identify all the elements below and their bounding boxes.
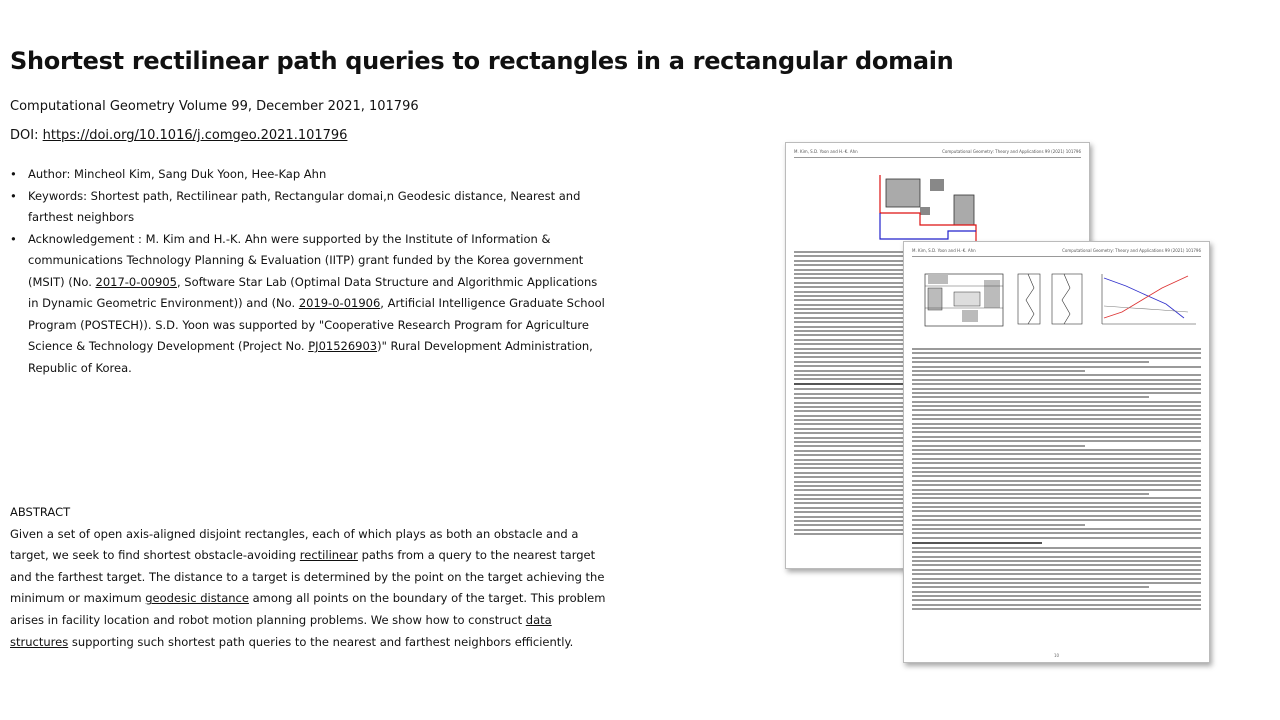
abstract-text: paths from a query to the nearest target and the farthest target. The distance to a target is determined by the point on the target achieving the minimum or maximum — [10, 548, 605, 606]
doi-label: DOI: — [10, 128, 39, 143]
abstract-text: supporting such shortest path queries to the nearest and farthest neighbors efficiently. — [71, 634, 574, 649]
keywords-value: Shortest path, Rectilinear path, Rectangular domai,n Geodesic distance, Nearest and farthest neighbors — [28, 188, 581, 224]
domain-subdivision-figure — [924, 270, 1006, 332]
author-label: Author: — [28, 167, 71, 181]
author-value: Mincheol Kim, Sang Duk Yoon, Hee-Kap Ahn — [74, 167, 327, 181]
keywords-label: Keywords: — [28, 188, 87, 203]
distance-function-plot — [1092, 270, 1200, 332]
acknowledgement-text: M. Kim and H.-K. Ahn were supported by the Institute of Information & communications Technology Planning & Evaluation (IITP) grant funded by the Korea government (MSIT) (No. — [28, 231, 584, 289]
acknowledgement-text: , Artificial Intelligence Graduate School Program (POSTECH)). S.D. Yoon was supported by "Cooperative Research Program for Agriculture Science & Technology Development (Project No. — [28, 296, 605, 353]
keywords-item — [10, 186, 605, 229]
grant-link[interactable]: PJ01526903 — [308, 339, 378, 353]
grant-link[interactable]: 2017-0-00905 — [95, 274, 177, 289]
abstract-text: Given a set of open axis-aligned disjoint rectangles, each of which plays as both an obstacle and a target, we seek to find shortest obstacle-avoiding — [10, 526, 579, 563]
abstract-link[interactable]: rectilinear — [299, 548, 358, 563]
page-header-authors: M. Kim, S.D. Yoon and H.-K. Ahn — [794, 149, 858, 154]
paper-title: Shortest rectilinear path queries to rectangles in a rectangular domain — [10, 47, 954, 75]
rectilinear-path-figure — [876, 173, 986, 243]
abstract-link[interactable]: geodesic distance — [145, 591, 249, 606]
abstract-text: among all points on the boundary of the target. This problem arises in facility location and robot motion planning problems. We show how to construct — [10, 591, 606, 627]
journal-citation: Computational Geometry Volume 99, December 2021, 101796 — [10, 99, 419, 114]
page-header-journal: Computational Geometry: Theory and Applications 99 (2021) 101796 — [1062, 248, 1201, 253]
grant-link[interactable]: 2019-0-01906 — [298, 296, 381, 310]
acknowledgement-label: Acknowledgement : — [28, 231, 142, 246]
abstract-heading: ABSTRACT — [10, 505, 71, 519]
page-text-block — [912, 348, 1201, 613]
bisector-figure — [1014, 270, 1086, 332]
page-header — [794, 149, 1081, 158]
metadata-list — [10, 164, 605, 379]
page-number: 10 — [1053, 653, 1060, 658]
acknowledgement-text: , Software Star Lab (Optimal Data Structure and Algorithmic Applications in Dynamic Geometric Environment)) and (No. — [28, 274, 598, 310]
abstract-link[interactable]: data structures — [10, 612, 552, 649]
acknowledgement-item — [10, 229, 605, 380]
acknowledgement-text: )" Rural Development Administration, Republic of Korea. — [28, 339, 593, 375]
doi-line — [10, 128, 347, 143]
page-header — [912, 248, 1201, 257]
abstract-section — [10, 502, 610, 653]
page-header-authors: M. Kim, S.D. Yoon and H.-K. Ahn — [912, 248, 976, 253]
paper-page-thumbnail — [903, 241, 1210, 663]
author-item — [10, 164, 605, 186]
page-header-journal: Computational Geometry: Theory and Applications 99 (2021) 101796 — [942, 149, 1081, 154]
doi-link[interactable]: https://doi.org/10.1016/j.comgeo.2021.101796 — [42, 128, 348, 143]
